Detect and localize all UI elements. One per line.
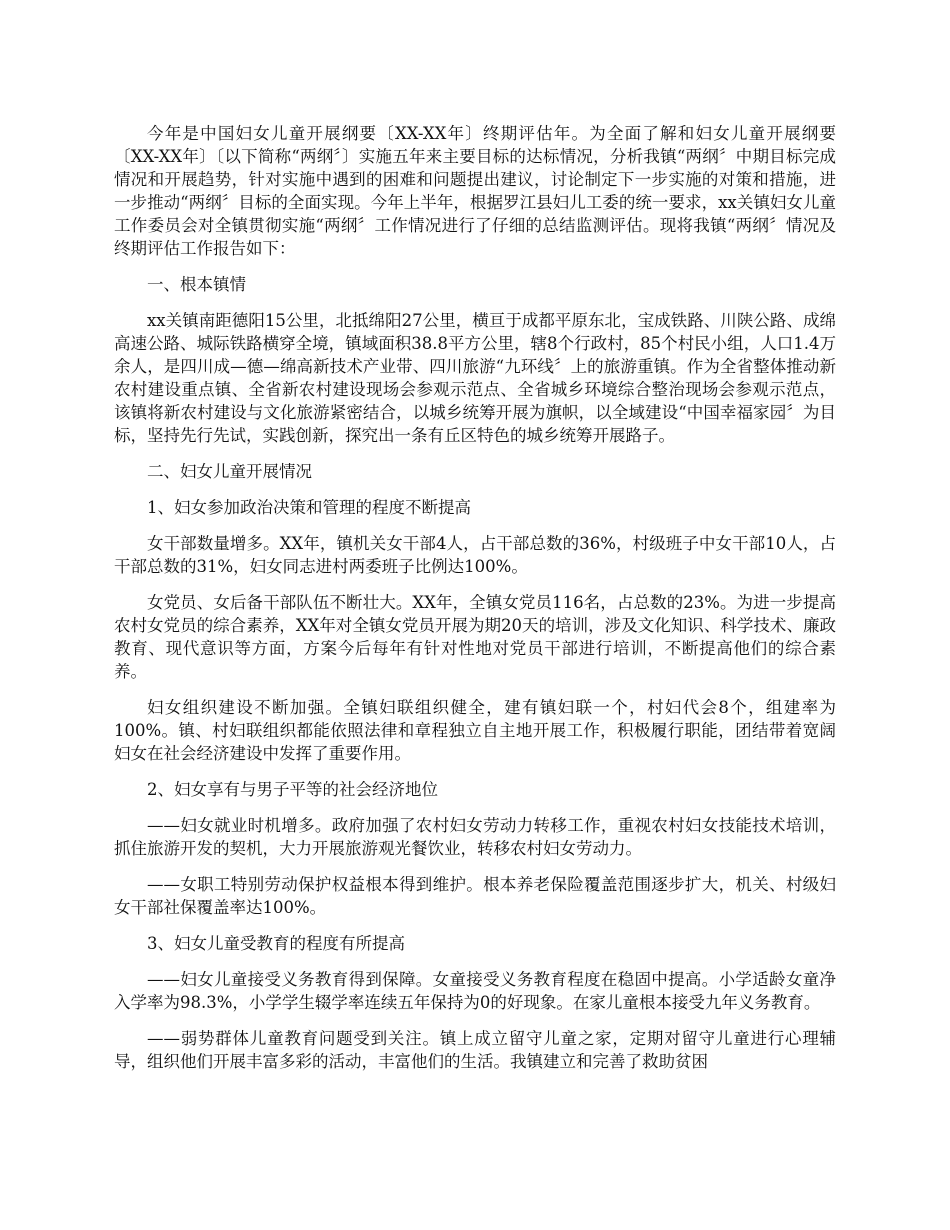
document-body (114, 122, 836, 1073)
section-heading-development: 二、妇女儿童开展情况 (147, 462, 312, 481)
compulsory-education-paragraph: ——妇女儿童接受义务教育得到保障。女童接受义务教育程度在稳固中提高。小学适龄女童净入学率为98.3%，小学学生辍学率连续五年保持为0的好现象。在家儿童根本接受九年义务教育。 (114, 970, 836, 1012)
intro-paragraph: 今年是中国妇女儿童开展纲要〔XX-XX年〕终期评估年。为全面了解和妇女儿童开展纲要〔XX-XX年〕〔以下简称“两纲〞〕实施五年来主要目标的达标情况，分析我镇“两纲〞中期目标完成情况和开展趋势，针对实施中遇到的困难和问题提出建议，讨论制定下一步实施的对策和措施，进一步推动“两纲〞目标的全面实现。今年上半年，根据罗江县妇儿工委的统一要求，xx关镇妇女儿童工作委员会对全镇贯彻实施“两纲〞工作情况进行了仔细的总结监测评估。现将我镇“两纲〞情况及终期评估工作报告如下： (114, 124, 836, 258)
female-cadres-paragraph: 女干部数量增多。XX年，镇机关女干部4人，占干部总数的36%，村级班子中女干部10人，占干部总数的31%，妇女同志进村两委班子比例达100%。 (114, 534, 836, 576)
subheading-education: 3、妇女儿童受教育的程度有所提高 (147, 934, 405, 953)
town-overview-paragraph: xx关镇南距德阳15公里，北抵绵阳27公里，横亘于成都平原东北，宝成铁路、川陕公路、成绵高速公路、城际铁路横穿全境，镇域面积38.8平方公里，辖8个行政村，85个村民小组，人口1.4万余人，是四川成—德—绵高新技术产业带、四川旅游“九环线〞上的旅游重镇。作为全省整体推动新农村建设重点镇、全省新农村建设现场会参观示范点、全省城乡环境综合整治现场会参观示范点，该镇将新农村建设与文化旅游紧密结合，以城乡统筹开展为旗帜，以全域建设“中国幸福家园〞为目标，坚持先行先试，实践创新，探究出一条有丘区特色的城乡统筹开展路子。 (114, 311, 836, 445)
section-heading-basic-situation: 一、根本镇情 (147, 275, 246, 294)
vulnerable-children-paragraph: ——弱势群体儿童教育问题受到关注。镇上成立留守儿童之家，定期对留守儿童进行心理辅导，组织他们开展丰富多彩的活动，丰富他们的生活。我镇建立和完善了救助贫困 (114, 1029, 836, 1071)
women-organization-paragraph: 妇女组织建设不断加强。全镇妇联组织健全，建有镇妇联一个，村妇代会8个，组建率为100%。镇、村妇联组织都能依照法律和章程独立自主地开展工作，积极履行职能，团结带着宽阔妇女在社会经济建设中发挥了重要作用。 (114, 698, 836, 763)
employment-paragraph: ——妇女就业时机增多。政府加强了农村妇女劳动力转移工作，重视农村妇女技能技术培训，抓住旅游开发的契机，大力开展旅游观光餐饮业，转移农村妇女劳动力。 (114, 816, 836, 858)
subheading-economic-status: 2、妇女享有与男子平等的社会经济地位 (147, 780, 438, 799)
female-party-members-paragraph: 女党员、女后备干部队伍不断壮大。XX年，全镇女党员116名，占总数的23%。为进一步提高农村女党员的综合素养，XX年对全镇女党员开展为期20天的培训，涉及文化知识、科学技术、廉政教育、现代意识等方面，方案今后每年有针对性地对党员干部进行培训，不断提高他们的综合素养。 (114, 593, 836, 681)
labor-protection-paragraph: ——女职工特别劳动保护权益根本得到维护。根本养老保险覆盖范围逐步扩大，机关、村级妇女干部社保覆盖率达100%。 (114, 875, 836, 917)
subheading-political-participation: 1、妇女参加政治决策和管理的程度不断提高 (147, 498, 471, 517)
